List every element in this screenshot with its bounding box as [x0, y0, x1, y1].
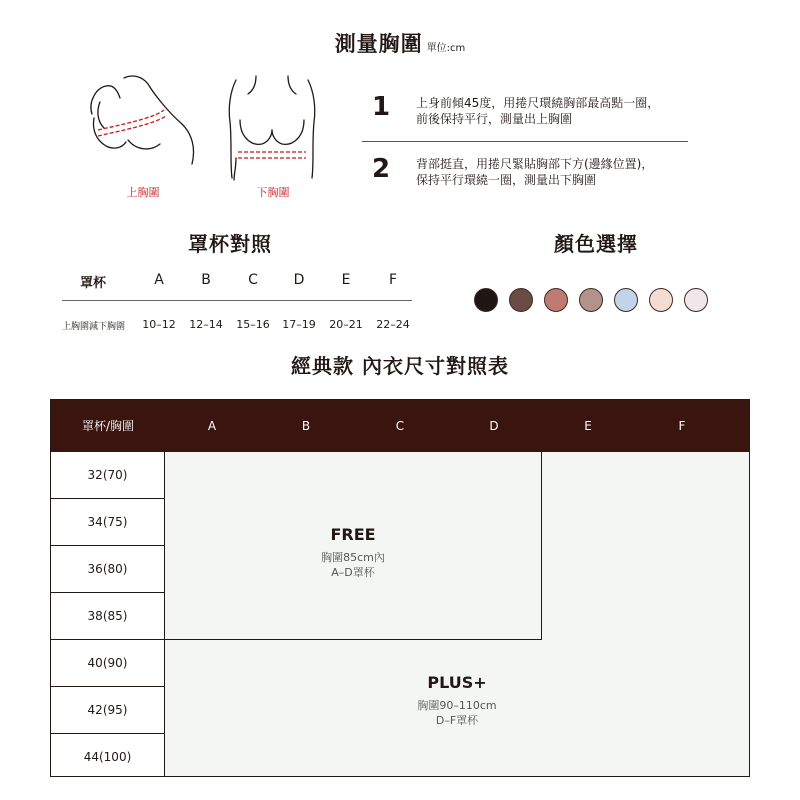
cup-divider [62, 300, 412, 301]
diff-a: 10–12 [142, 318, 176, 331]
header-f: F [678, 419, 686, 433]
diff-b: 12–14 [189, 318, 223, 331]
upper-bust-label: 上胸圍 [126, 186, 160, 199]
free-zone-line-1: 胸圍85cm內 [321, 551, 385, 564]
free-zone-title: FREE [330, 525, 376, 544]
title-text: 測量胸圍 [334, 32, 423, 56]
cup-f: F [388, 272, 398, 288]
plus-zone-line-2: D–F罩杯 [435, 714, 479, 727]
size-table-header [51, 400, 749, 452]
row-32-70: 32(70) [51, 452, 165, 499]
size-table [50, 399, 750, 777]
header-b: B [301, 419, 311, 433]
diff-label: 上胸圍減下胸圍 [62, 322, 126, 332]
free-zone-desc [165, 550, 541, 580]
color-swatch-3[interactable] [544, 288, 568, 312]
color-swatch-1[interactable] [474, 288, 498, 312]
cup-row-label: 罩杯 [80, 276, 107, 291]
cup-a: A [154, 272, 164, 288]
size-table-title: 經典款 內衣尺寸對照表 [291, 354, 509, 378]
plus-zone-line-1: 胸圍90–110cm [417, 699, 497, 712]
row-38-85: 38(85) [51, 593, 165, 640]
plus-zone-desc [165, 698, 749, 728]
color-swatch-4[interactable] [579, 288, 603, 312]
step-1-text [416, 95, 659, 127]
diff-d: 17–19 [282, 318, 316, 331]
diff-f: 22–24 [376, 318, 410, 331]
cup-e: E [341, 272, 351, 288]
step-1-line-1: 上身前傾45度，用捲尺環繞胸部最高點一圈， [416, 96, 660, 110]
upper-bust-illustration [84, 72, 204, 182]
step-1-number: 1 [371, 92, 391, 122]
step-2-number: 2 [371, 154, 391, 184]
diff-c: 15–16 [236, 318, 270, 331]
step-2-line-2: 保持平行環繞一圈，測量出下胸圍 [416, 173, 597, 187]
free-zone-right-border [541, 452, 542, 640]
row-44-100: 44(100) [51, 734, 165, 776]
step-divider [362, 141, 688, 142]
color-swatch-5[interactable] [614, 288, 638, 312]
under-bust-label: 下胸圍 [256, 186, 290, 199]
cup-c: C [248, 272, 258, 288]
color-swatch-7[interactable] [684, 288, 708, 312]
diff-e: 20–21 [329, 318, 363, 331]
header-e: E [584, 419, 592, 433]
row-40-90: 40(90) [51, 640, 165, 687]
header-a: A [207, 419, 217, 433]
step-1-line-2: 前後保持平行，測量出上胸圍 [416, 112, 573, 126]
color-swatch-6[interactable] [649, 288, 673, 312]
row-36-80: 36(80) [51, 546, 165, 593]
step-2-line-1: 背部挺直，用捲尺緊貼胸部下方(邊緣位置)， [416, 157, 654, 171]
color-section-title: 顏色選擇 [554, 232, 638, 256]
header-c: C [395, 419, 405, 433]
row-34-75: 34(75) [51, 499, 165, 546]
cup-section-title: 罩杯對照 [188, 232, 272, 256]
step-2-text [416, 156, 653, 188]
row-42-95: 42(95) [51, 687, 165, 734]
color-swatch-2[interactable] [509, 288, 533, 312]
plus-zone-title: PLUS+ [427, 673, 487, 692]
cup-d: D [293, 272, 305, 288]
cup-b: B [201, 272, 211, 288]
free-zone-line-2: A–D罩杯 [331, 566, 375, 579]
unit-text: 單位:cm [426, 43, 466, 54]
page-title [0, 28, 800, 58]
header-cup-bust: 罩杯/胸圍 [81, 419, 135, 433]
under-bust-illustration [222, 72, 322, 182]
free-zone-bottom-border [165, 639, 542, 640]
header-d: D [489, 419, 499, 433]
